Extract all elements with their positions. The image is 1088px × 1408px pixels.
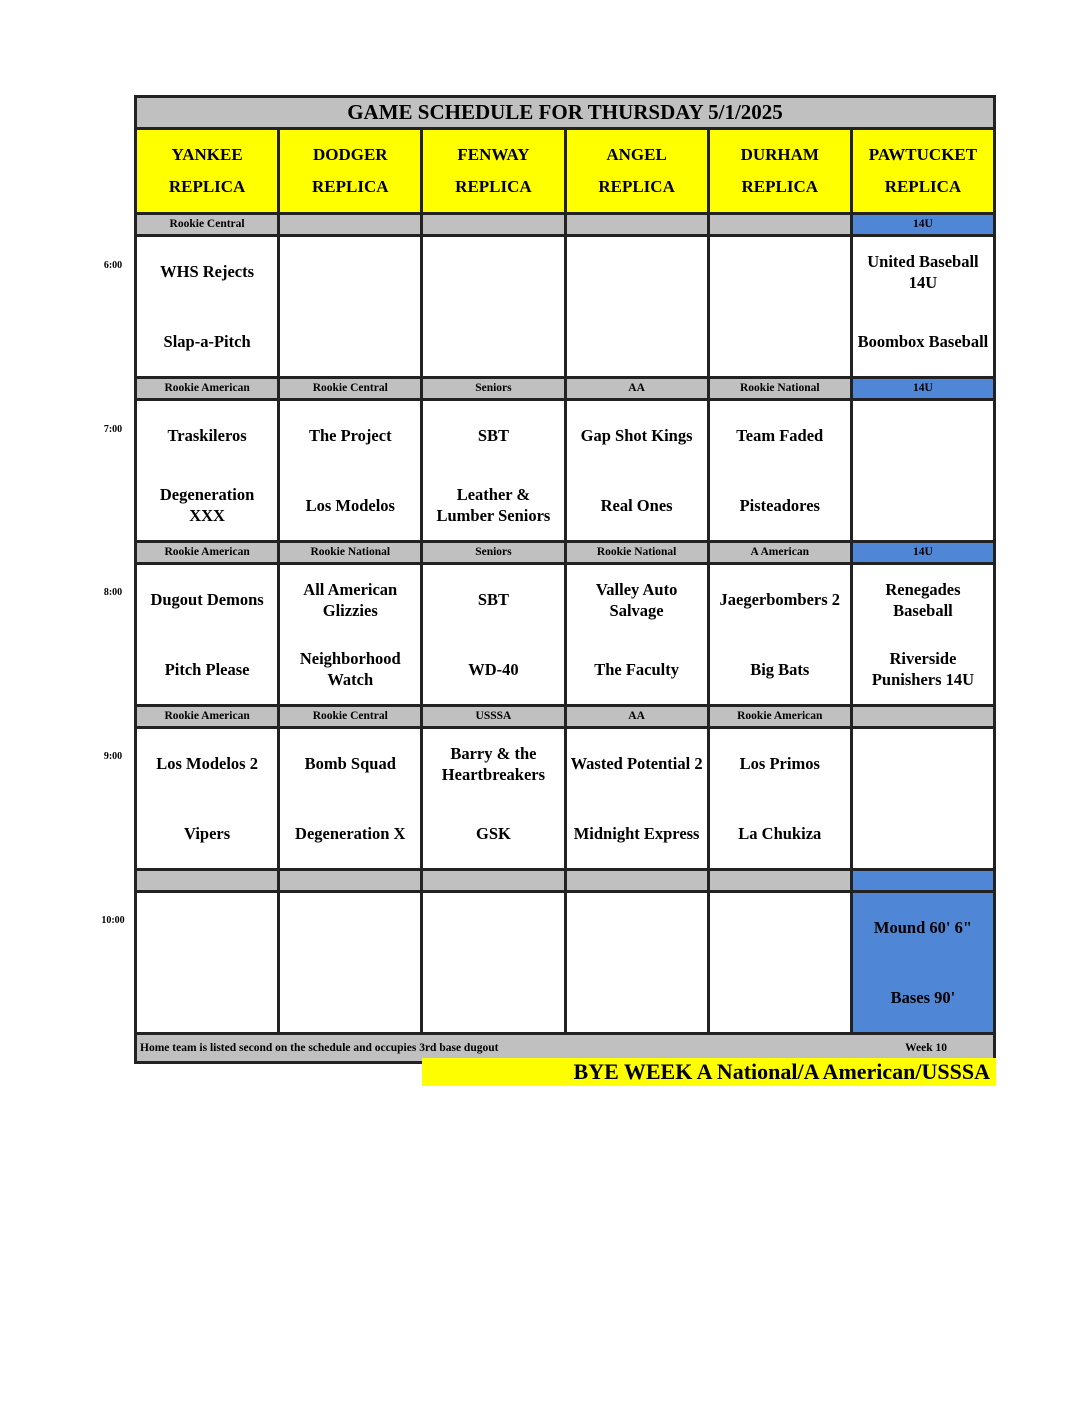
division-row xyxy=(137,215,993,237)
game-cell xyxy=(423,893,566,1032)
game-cell xyxy=(280,401,423,540)
division-row xyxy=(137,707,993,729)
game-cell xyxy=(853,237,993,376)
away-team: SBT xyxy=(477,590,510,610)
home-team: Big Bats xyxy=(750,659,810,679)
away-team xyxy=(423,237,563,307)
home-team xyxy=(423,307,563,377)
game-cell xyxy=(137,729,280,868)
away-team: Los Primos xyxy=(739,754,820,774)
game-row xyxy=(137,729,993,871)
division-label: 14U xyxy=(853,543,993,562)
home-team: Boombox Baseball xyxy=(857,331,989,351)
division-row xyxy=(137,379,993,401)
away-team: Gap Shot Kings xyxy=(580,426,693,446)
field-sub: REPLICA xyxy=(168,177,246,196)
schedule-table xyxy=(134,95,996,1064)
away-team: Valley Auto Salvage xyxy=(595,579,678,620)
game-cell xyxy=(280,565,423,704)
home-team: Degeneration XXX xyxy=(159,485,255,526)
game-cell xyxy=(567,729,710,868)
division-row xyxy=(137,543,993,565)
field-header xyxy=(853,130,993,212)
home-team: Degeneration X xyxy=(295,823,406,843)
field-header xyxy=(710,130,853,212)
game-cell xyxy=(280,729,423,868)
division-label xyxy=(853,871,993,890)
time-label: 10:00 xyxy=(101,915,125,926)
home-team xyxy=(423,963,563,1033)
division-label xyxy=(280,871,423,890)
away-team: Renegades Baseball xyxy=(885,579,961,620)
division-label: AA xyxy=(567,707,710,726)
field-sub: REPLICA xyxy=(455,177,532,196)
game-cell xyxy=(423,401,566,540)
division-label: Rookie Central xyxy=(280,707,423,726)
game-row xyxy=(137,565,993,707)
time-label: 7:00 xyxy=(103,424,123,435)
away-team xyxy=(853,401,993,471)
home-team xyxy=(710,307,850,377)
field-name: ANGEL xyxy=(606,145,667,164)
game-cell xyxy=(853,729,993,868)
game-cell xyxy=(567,237,710,376)
home-team: Leather & Lumber Seniors xyxy=(436,485,551,526)
home-team: WD-40 xyxy=(468,659,519,679)
home-team: Vipers xyxy=(184,823,231,843)
division-label: Rookie Central xyxy=(280,379,423,398)
away-team xyxy=(280,893,420,963)
game-row xyxy=(137,893,993,1035)
division-label xyxy=(710,215,853,234)
away-team xyxy=(280,237,420,307)
game-cell xyxy=(710,893,853,1032)
division-label xyxy=(423,871,566,890)
game-cell xyxy=(423,565,566,704)
game-cell xyxy=(710,729,853,868)
division-label: USSSA xyxy=(423,707,566,726)
away-team: Wasted Potential 2 xyxy=(570,754,703,774)
field-name: DODGER xyxy=(312,145,388,164)
game-row xyxy=(137,401,993,543)
home-team: Pisteadores xyxy=(739,495,820,515)
away-team xyxy=(423,893,563,963)
away-team: Barry & the Heartbreakers xyxy=(441,743,546,784)
field-header xyxy=(567,130,710,212)
division-label: AA xyxy=(567,379,710,398)
division-label: Rookie National xyxy=(567,543,710,562)
home-team xyxy=(853,799,993,869)
home-team: The Faculty xyxy=(594,659,679,679)
field-header xyxy=(280,130,423,212)
away-team: All American Glizzies xyxy=(303,579,398,620)
away-team: Dugout Demons xyxy=(150,590,264,610)
division-row xyxy=(137,871,993,893)
game-cell xyxy=(853,893,993,1032)
division-label: Rookie American xyxy=(137,543,280,562)
field-header-row xyxy=(137,130,993,215)
game-cell xyxy=(853,565,993,704)
home-team: Neighborhood Watch xyxy=(299,649,401,690)
time-label: 6:00 xyxy=(103,260,123,271)
game-cell xyxy=(567,401,710,540)
home-team xyxy=(280,963,420,1033)
home-team: GSK xyxy=(476,823,511,843)
home-team: Los Modelos xyxy=(305,495,395,515)
game-row xyxy=(137,237,993,379)
field-header xyxy=(137,130,280,212)
field-header xyxy=(423,130,566,212)
division-label: Rookie American xyxy=(710,707,853,726)
division-label xyxy=(567,871,710,890)
division-label xyxy=(280,215,423,234)
field-name: PAWTUCKET xyxy=(868,145,978,164)
away-team: Jaegerbombers 2 xyxy=(719,590,841,610)
time-label: 9:00 xyxy=(103,751,123,762)
field-name: FENWAY xyxy=(457,145,530,164)
field-name: YANKEE xyxy=(171,145,243,164)
home-team xyxy=(280,307,420,377)
division-label: A American xyxy=(710,543,853,562)
away-team xyxy=(853,729,993,799)
away-team xyxy=(567,237,707,307)
bye-week-banner: BYE WEEK A National/A American/USSSA xyxy=(422,1058,996,1086)
division-label: Rookie American xyxy=(137,707,280,726)
game-cell xyxy=(137,401,280,540)
game-cell xyxy=(567,565,710,704)
away-team: Team Faded xyxy=(736,426,824,446)
game-cell xyxy=(280,893,423,1032)
away-team xyxy=(567,893,707,963)
home-team: Real Ones xyxy=(600,495,673,515)
home-team xyxy=(710,963,850,1033)
away-team: Traskileros xyxy=(167,426,247,446)
mound-distance: Mound 60' 6" xyxy=(873,918,972,938)
field-sub: REPLICA xyxy=(598,177,675,196)
field-sub: REPLICA xyxy=(312,177,389,196)
division-label xyxy=(710,871,853,890)
division-label: Rookie American xyxy=(137,379,280,398)
home-team: Riverside Punishers 14U xyxy=(871,649,975,690)
field-name: DURHAM xyxy=(740,145,819,164)
away-team xyxy=(137,893,277,963)
game-cell xyxy=(423,729,566,868)
home-team: Midnight Express xyxy=(573,823,700,843)
away-team: WHS Rejects xyxy=(160,262,255,282)
away-team xyxy=(710,893,850,963)
home-team-note: Home team is listed second on the schedule and occupies 3rd base dugout xyxy=(140,1042,499,1054)
game-cell xyxy=(423,237,566,376)
bases-distance: Bases 90' xyxy=(890,987,956,1007)
away-team: Bomb Squad xyxy=(304,754,396,774)
division-label xyxy=(137,871,280,890)
away-team xyxy=(710,237,850,307)
division-label: 14U xyxy=(853,215,993,234)
division-label xyxy=(423,215,566,234)
home-team xyxy=(567,963,707,1033)
away-team: SBT xyxy=(477,426,510,446)
game-cell xyxy=(853,401,993,540)
away-team: Los Modelos 2 xyxy=(156,754,258,774)
division-label: Rookie Central xyxy=(137,215,280,234)
division-label xyxy=(853,707,993,726)
away-team: United Baseball 14U xyxy=(867,251,979,292)
game-cell xyxy=(567,893,710,1032)
division-label: Rookie National xyxy=(710,379,853,398)
game-cell xyxy=(137,893,280,1032)
game-cell xyxy=(280,237,423,376)
game-cell xyxy=(137,237,280,376)
division-label xyxy=(567,215,710,234)
time-label: 8:00 xyxy=(103,587,123,598)
field-sub: REPLICA xyxy=(741,177,819,196)
division-label: Rookie National xyxy=(280,543,423,562)
game-cell xyxy=(137,565,280,704)
schedule-title: GAME SCHEDULE FOR THURSDAY 5/1/2025 xyxy=(137,98,993,130)
home-team xyxy=(137,963,277,1033)
division-label: Seniors xyxy=(423,379,566,398)
home-team: Slap-a-Pitch xyxy=(163,331,251,351)
game-cell xyxy=(710,237,853,376)
game-cell xyxy=(710,565,853,704)
division-label: 14U xyxy=(853,379,993,398)
home-team xyxy=(853,471,993,541)
home-team xyxy=(567,307,707,377)
home-team: Pitch Please xyxy=(164,659,250,679)
week-label: Week 10 xyxy=(905,1042,947,1054)
field-sub: REPLICA xyxy=(884,177,962,196)
home-team: La Chukiza xyxy=(738,823,822,843)
game-cell xyxy=(710,401,853,540)
division-label: Seniors xyxy=(423,543,566,562)
away-team: The Project xyxy=(308,426,392,446)
